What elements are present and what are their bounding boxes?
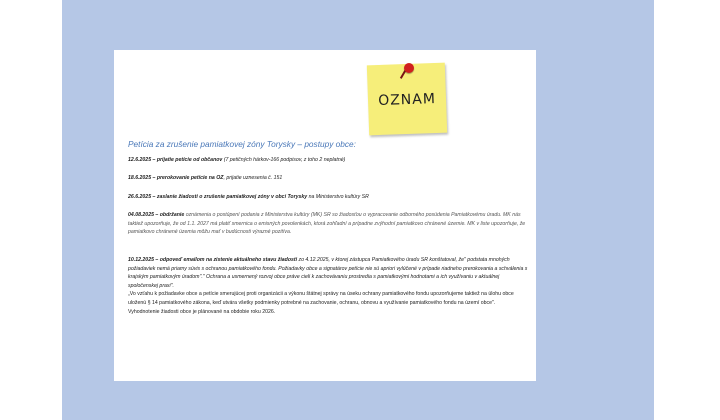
timeline-entry <box>128 211 528 237</box>
entry-heading: – prijatie petície od občanov <box>152 157 223 163</box>
entry-text: (7 petičných hárkov-166 podpisov, z toho 2 neplatné) <box>222 157 346 163</box>
pushpin-icon <box>404 63 414 73</box>
entry-text: na Ministerstvo kultúry SR <box>307 194 369 200</box>
document-title: Petícia za zrušenie pamiatkovej zóny Torysky – postupy obce: <box>128 139 356 149</box>
entry-heading: – odpoveď emailom na zistenie aktuálneho stavu žiadosti <box>155 257 298 263</box>
entry-quote: „Vo vzťahu k požiadavke obce a petície smerujúcej proti organizácii a výkonu štátnej správy na úseku ochrany pamiatkového fondu upozorňujeme taktiež na úlohu obce uloženú § 14 pamiatkového zákona, keď utvára všetky podmienky potrebné na zachovanie, ochranu, obnovu a využívanie pamiatkového fondu na území obce". <box>128 291 514 306</box>
entry-text: , prijatie uznesenia č. 151 <box>223 175 283 181</box>
timeline-entry <box>128 256 528 316</box>
timeline-entry <box>128 174 528 183</box>
entry-heading: – obdržanie <box>155 212 185 218</box>
timeline-entry <box>128 156 528 165</box>
timeline-entry <box>128 193 528 202</box>
entry-date: 26.6.2025 <box>128 194 152 200</box>
entry-text: oznámenia o postúpení podania z Ministerstva kultúry (MK) SR so žiadosťou o vypracovanie odborného posúdenia Pamiatkovému úradu. MK nás taktiež upozorňuje, že od 1.1. 2027 má platiť smernica o emisných povolenkách, ktorá zohľadní a prípadne zvýhodní pamiatkovo chránené územie. MK v liste upozorňuje, že pamiatkovo chránené územia môžu mať v budúcnosti výrazné pozitíva. <box>128 212 526 236</box>
entry-heading: – prerokovanie petície na OZ <box>152 175 224 181</box>
entry-date: 04.08.2025 <box>128 212 154 218</box>
note-label: OZNAM <box>377 90 437 110</box>
entry-closing: Vyhodnotenie žiadosti obce je plánované na obdobie roku 2026. <box>128 308 276 315</box>
entry-date: 18.6.2025 <box>128 175 152 181</box>
sticky-note <box>367 63 447 136</box>
notice-document <box>114 50 536 381</box>
entry-date: 10.12.2025 <box>128 257 154 263</box>
entry-date: 12.6.2025 <box>128 157 152 163</box>
entry-text: zo 4.12.2025, v ktorej zástupca Pamiatkového úradu SR konštatoval, že" podstata mnohých požiadaviek nemá priamy súvis s ochranou pamiatkového fondu. Požiadavky obce a signatárov petície nie sú apriori vylúčené v prípade riadneho prerokovania a schválenia s krajským pamiatkovým úradom"." Ochrana a usmernený rozvoj obce práve cieli k zachovávaniu prostredia s pamiatkovými hodnotami a ich využívaniu v aktuálnej spoločenskej praxi". <box>128 257 528 289</box>
entry-heading: – zaslanie žiadosti o zrušenie pamiatkovej zóny v obci Torysky <box>152 194 308 200</box>
